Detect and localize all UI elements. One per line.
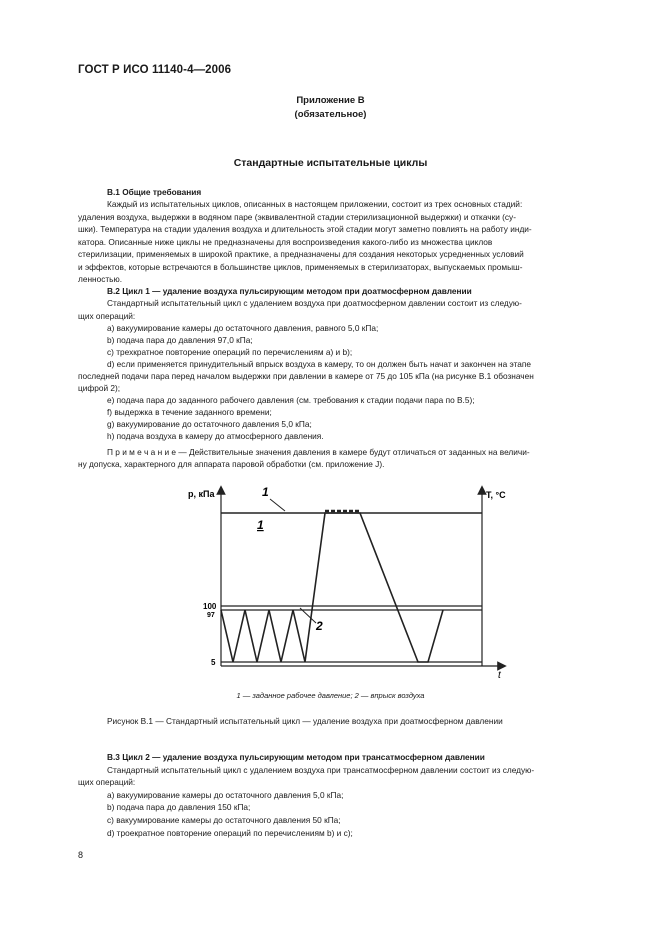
b2-item-h: h) подача воздуха в камеру до атмосферного давления. xyxy=(107,431,324,441)
figure-legend: 1 — заданное рабочее давление; 2 — впрыск воздуха xyxy=(236,691,425,700)
section-title: Стандартные испытательные циклы xyxy=(233,157,428,169)
b2-item-d-cont: последней подачи пара перед началом выдержки при давлении в камере от 75 до 105 кПа (на рисунке В.1 обозначен xyxy=(78,371,534,381)
document-header: ГОСТ Р ИСО 11140-4—2006 xyxy=(78,64,232,76)
tick-5: 5 xyxy=(211,658,216,667)
b2-item-d-cont: цифрой 2); xyxy=(78,383,121,393)
b1-line: Каждый из испытательных циклов, описанных в настоящем приложении, состоит из трех основных стадий: xyxy=(107,199,523,209)
b1-line: шки). Температура на стадии удаления воздуха и длительность этой стадии могут заметно повлиять на работу инди- xyxy=(78,224,532,234)
b3-item-a: а) вакуумирование камеры до остаточного давления 5,0 кПа; xyxy=(107,790,344,800)
callout-2: 2 xyxy=(316,619,323,633)
b2-item-a: а) вакуумирование камеры до остаточного давления, равного 5,0 кПа; xyxy=(107,323,379,333)
b2-item-b: b) подача пара до давления 97,0 кПа; xyxy=(107,335,253,345)
b2-item-g: g) вакуумирование до остаточного давления 5,0 кПа; xyxy=(107,419,312,429)
callout-1: 1 xyxy=(262,485,269,499)
b1-heading: В.1 Общие требования xyxy=(107,187,202,197)
page-number: 8 xyxy=(78,850,84,860)
b3-intro: Стандартный испытательный цикл с удалением воздуха при трансатмосферном давлении состоит из следую- xyxy=(107,765,535,775)
b1-line: ленностью. xyxy=(78,274,123,284)
b2-item-e: е) подача пара до заданного рабочего давления (см. требования к стадии подачи пара по В.5); xyxy=(107,395,475,405)
b1-line: удаления воздуха, выдержки в водяном паре (эквивалентной стадии стерилизационной выдержки) и откачки (су- xyxy=(78,212,516,222)
cycle-diagram xyxy=(180,480,520,685)
pressure-curve xyxy=(221,513,443,662)
b3-heading: В.3 Цикл 2 — удаление воздуха пульсирующим методом при трансатмосферном давлении xyxy=(107,752,485,762)
b1-line: и эффектов, которые встречаются в большинстве циклов, применяемых в стерилизаторах, выпускаемых промыш- xyxy=(78,262,523,272)
b2-item-c: с) трехкратное повторение операций по перечислениям а) и b); xyxy=(107,347,353,357)
b3-item-d: d) троекратное повторение операций по перечислениям b) и с); xyxy=(107,828,353,838)
b3-intro: щих операций: xyxy=(78,777,136,787)
figure-caption: Рисунок В.1 — Стандартный испытательный цикл — удаление воздуха при доатмосферном давлении xyxy=(107,716,503,726)
y-axis-label: p, кПа xyxy=(188,489,215,499)
b2-note-cont: ну допуска, характерного для аппарата паровой обработки (см. приложение J). xyxy=(78,459,385,469)
b1-line: катора. Описанные ниже циклы не предназначены для воспроизведения какого-либо из множества циклов xyxy=(78,237,493,247)
tick-97: 97 xyxy=(207,612,215,619)
b3-item-b: b) подача пара до давления 150 кПа; xyxy=(107,802,251,812)
tick-100: 100 xyxy=(203,602,217,611)
callout-1-lower: 1 xyxy=(257,518,264,532)
callout-1-leader xyxy=(270,499,285,511)
appendix-status: (обязательное) xyxy=(294,109,367,120)
b2-item-d: d) если применяется принудительный впрыск воздуха в камеру, то он должен быть начат и закончен на этапе xyxy=(107,359,532,369)
b3-item-c: с) вакуумирование камеры до остаточного давления 50 кПа; xyxy=(107,815,341,825)
b2-heading: В.2 Цикл 1 — удаление воздуха пульсирующим методом при доатмосферном давлении xyxy=(107,286,472,296)
b2-intro: щих операций: xyxy=(78,311,136,321)
b2-intro: Стандартный испытательный цикл с удалением воздуха при доатмосферном давлении состоит из следую- xyxy=(107,298,522,308)
b1-line: стерилизации, применяемых в широкой практике, а предназначены для создания некоторых усредненных условий xyxy=(78,249,524,259)
b2-item-f: f) выдержка в течение заданного времени; xyxy=(107,407,272,417)
b2-note: П р и м е ч а н и е — Действительные значения давления в камере будут отличаться от заданных на величи- xyxy=(107,447,530,457)
x-axis-label: t xyxy=(498,670,501,681)
y2-axis-label: T, °C xyxy=(486,490,506,500)
appendix-title: Приложение В xyxy=(296,95,365,106)
